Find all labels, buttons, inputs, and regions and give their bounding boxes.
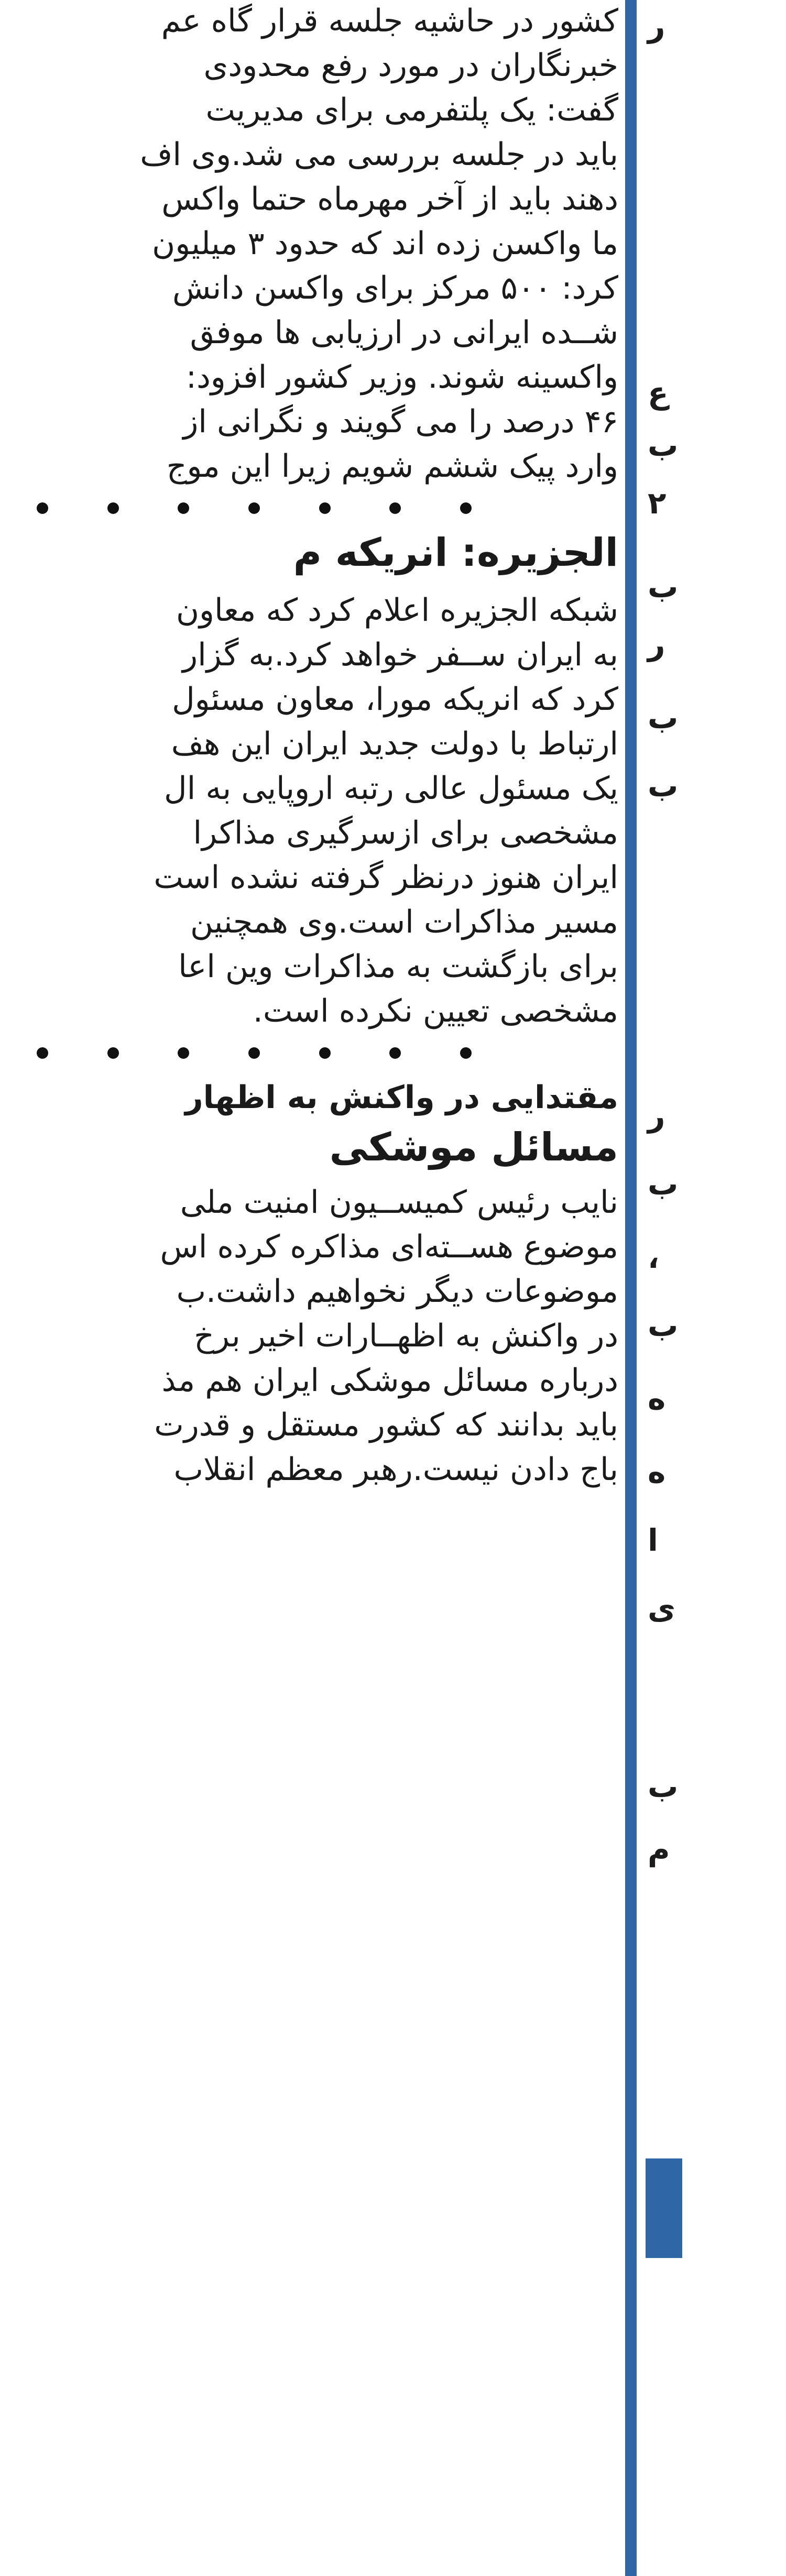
text-line: شــده ایرانی در ارزیابی ها موفق <box>190 314 618 351</box>
text-line: شبکه الجزیره اعلام کرد که معاون <box>176 592 618 629</box>
text-fragment: ۲ <box>648 485 667 521</box>
text-line: ۴۶ درصد را می گویند و نگرانی از <box>183 403 618 440</box>
text-fragment: ا <box>648 1522 658 1558</box>
text-line: ایران هنوز درنظر گرفته نشده است <box>154 859 618 896</box>
text-fragment: ب <box>648 768 679 804</box>
text-fragment: ب <box>648 1166 679 1202</box>
text-fragment: م <box>648 1832 670 1867</box>
text-fragment: ، <box>648 1240 660 1275</box>
text-line: ما واکسن زده اند که حدود ۳ میلیون <box>152 225 618 262</box>
text-line: باید در جلسه بررسی می شد.وی اف <box>140 136 618 173</box>
text-line: دهند باید از آخر مهرماه حتما واکس <box>161 181 618 217</box>
text-fragment: ر <box>648 8 665 44</box>
text-line: وارد پیک ششم شویم زیرا این موج <box>166 448 618 485</box>
text-line: مشخصی تعیین نکرده است. <box>253 993 618 1029</box>
text-line: مشخصی برای ازسرگیری مذاکرا <box>193 815 618 851</box>
text-fragment: ر <box>648 627 665 662</box>
text-fragment: ر <box>648 1098 665 1134</box>
text-line: مسیر مذاکرات است.وی همچنین <box>190 904 618 940</box>
section-heading: مسائل موشکی <box>329 1125 618 1170</box>
text-fragment: ب <box>648 569 679 605</box>
text-line: خبرنگاران در مورد رفع محدودی <box>203 47 618 84</box>
adjacent-column-fragment <box>646 0 786 2576</box>
text-line: یک مسئول عالی رتبه اروپایی به ال <box>164 770 618 807</box>
column-rule <box>625 0 637 2576</box>
text-line: واکسینه شوند. وزیر کشور افزود: <box>185 359 618 396</box>
text-line: کرد: ۵۰۰ مرکز برای واکسن دانش <box>172 270 618 306</box>
text-fragment: ه <box>648 1381 666 1417</box>
text-fragment: ب <box>648 1769 679 1804</box>
text-line: درباره مسائل موشکی ایران هم مذ <box>161 1362 618 1399</box>
text-fragment: ب <box>648 700 679 736</box>
text-line: کشور در حاشیه جلسه قرار گاه عم <box>161 3 618 39</box>
blue-panel <box>646 2158 682 2258</box>
text-fragment: ب <box>648 1308 679 1343</box>
section-heading: مقتدایی در واکنش به اظهار <box>185 1079 618 1116</box>
text-line: موضوع هســته‌ای مذاکره کرده اس <box>160 1229 618 1265</box>
text-line: باید بدانند که کشور مستقل و قدرت <box>154 1407 618 1443</box>
text-line: ارتباط با دولت جدید ایران این هف <box>171 726 618 762</box>
text-line: کرد که انریکه مورا، معاون مسئول <box>172 681 618 718</box>
text-fragment: ه <box>648 1454 666 1490</box>
text-line: موضوعات دیگر نخواهیم داشت.ب <box>176 1273 618 1310</box>
text-line: باج دادن نیست.رهبر معظم انقلاب <box>173 1451 618 1488</box>
section-divider <box>37 500 472 516</box>
text-line: برای بازگشت به مذاکرات وین اعا <box>178 948 618 985</box>
text-line: نایب رئیس کمیســیون امنیت ملی <box>180 1184 618 1221</box>
text-fragment: ب <box>648 427 679 463</box>
text-line: در واکنش به اظهــارات اخیر برخ <box>194 1318 618 1354</box>
text-fragment: ی <box>648 1591 676 1626</box>
text-line: به ایران ســفر خواهد کرد.به گزار <box>182 637 618 673</box>
section-heading: الجزیره: انریکه م <box>293 530 618 575</box>
text-line: گفت: یک پلتفرمی برای مدیریت <box>205 92 618 128</box>
text-fragment: ع <box>648 375 669 411</box>
section-divider <box>37 1045 472 1061</box>
